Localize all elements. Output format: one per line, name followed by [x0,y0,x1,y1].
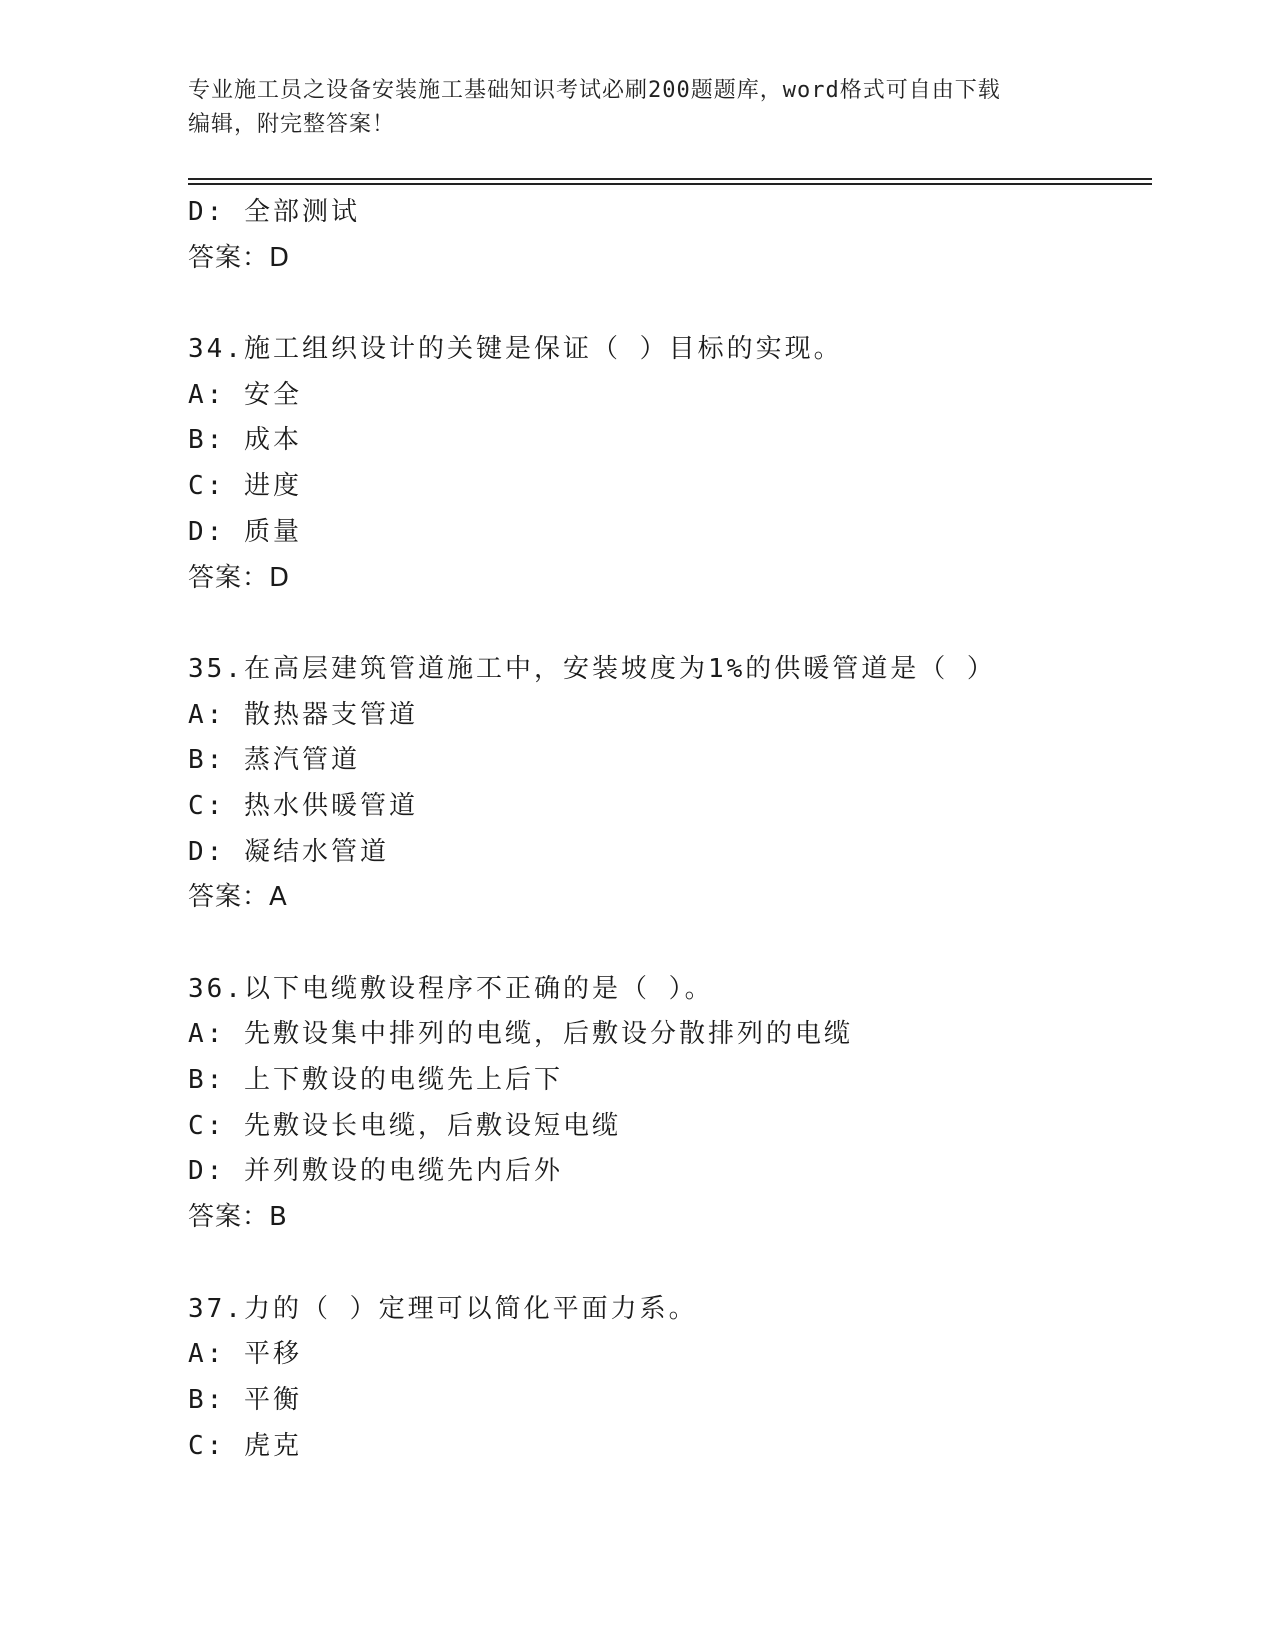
spacer [188,1241,1152,1287]
prev-question-option-d: D: 全部测试 [188,197,360,227]
question-35-option-b: B: 蒸汽管道 [188,745,360,776]
question-36-stem: 36.以下电缆敷设程序不正确的是（ ）。 [188,973,714,1004]
header-title-line-2: 编辑，附完整答案！ [188,112,396,137]
spacer [188,601,1152,647]
question-36-option-a: A: 先敷设集中排列的电缆，后敷设分散排列的电缆 [188,1019,853,1050]
spacer [188,921,1152,967]
header-title-line-1: 专业施工员之设备安装施工基础知识考试必刷200题题库，word格式可自由下载 [188,78,1001,103]
question-37-option-c: C: 虎克 [188,1430,302,1461]
question-35-option-a: A: 散热器支管道 [188,699,418,730]
question-37-option-a: A: 平移 [188,1339,302,1370]
question-36-option-b: B: 上下敷设的电缆先上后下 [188,1065,563,1096]
question-35-stem: 35.在高层建筑管道施工中，安装坡度为1%的供暖管道是（ ） [188,653,996,684]
question-34-option-d: D: 质量 [188,516,302,547]
header-divider-bottom [188,183,1152,185]
question-37-option-b: B: 平衡 [188,1384,302,1415]
question-34-option-b: B: 成本 [188,425,302,456]
question-36-option-c: C: 先敷设长电缆，后敷设短电缆 [188,1110,621,1141]
document-header [188,74,1068,142]
question-34-stem: 34.施工组织设计的关键是保证（ ）目标的实现。 [188,334,843,365]
question-36-option-d: D: 并列敷设的电缆先内后外 [188,1156,563,1187]
question-37-stem: 37.力的（ ）定理可以简化平面力系。 [188,1293,698,1324]
question-34-option-c: C: 进度 [188,471,302,502]
question-34-option-a: A: 安全 [188,379,302,410]
question-35-option-d: D: 凝结水管道 [188,836,389,867]
prev-question-answer: 答案：D [188,242,291,273]
question-36-answer: 答案：B [188,1202,288,1233]
header-divider-top [188,178,1152,180]
question-35-answer: 答案：A [188,882,288,913]
spacer [188,281,1152,327]
question-35-option-c: C: 热水供暖管道 [188,790,418,821]
question-list [188,190,1152,1469]
question-34-answer: 答案：D [188,562,291,593]
